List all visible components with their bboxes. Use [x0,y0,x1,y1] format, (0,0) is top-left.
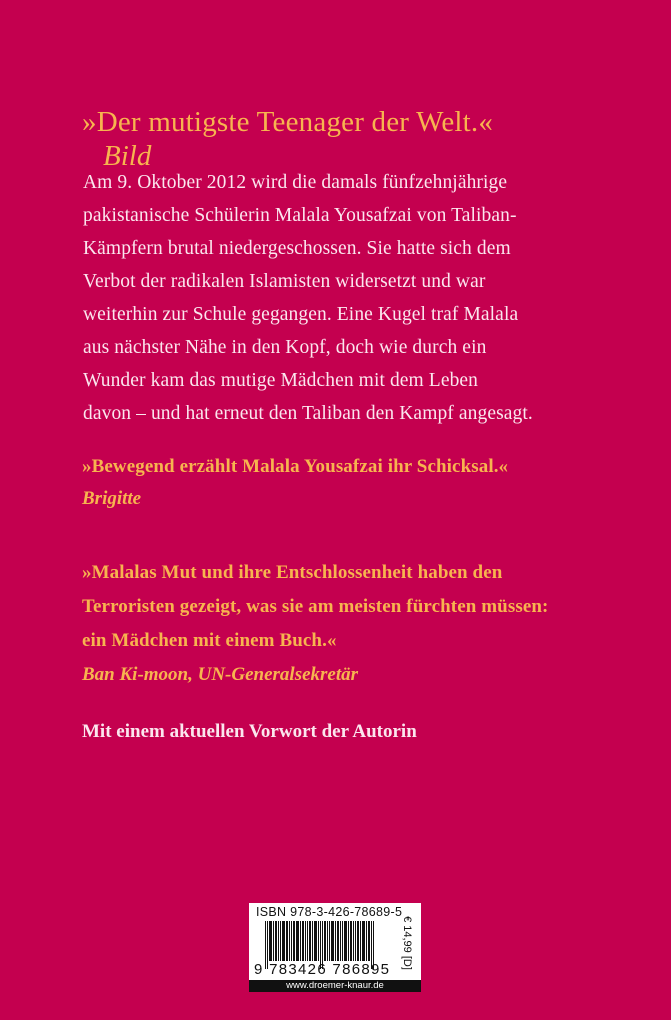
publisher-url: www.droemer-knaur.de [249,980,421,992]
headline-quote: »Der mutigste Teenager der Welt.« [82,106,494,138]
blurb-line: Kämpfern brutal niedergeschossen. Sie hatte sich dem [83,238,511,259]
ean-digits: 9 783426 786895 [254,961,391,978]
headline-source: Bild [103,140,152,172]
blurb-line: Wunder kam das mutige Mädchen mit dem Leben [83,370,479,391]
isbn-label: ISBN 978-3-426-78689-5 [256,905,403,919]
price-label: € 14,99 [D] [401,916,413,970]
blurb-line: Verbot der radikalen Islamisten widersetzt und war [83,271,486,292]
quote-source: Ban Ki-moon, UN-Generalsekretär [82,664,359,685]
quote-source: Brigitte [82,488,142,509]
quote-line: ein Mädchen mit einem Buch.« [82,630,337,651]
blurb-line: Am 9. Oktober 2012 wird die damals fünfzehnjährige [83,172,508,193]
foreword-note: Mit einem aktuellen Vorwort der Autorin [82,721,417,742]
quote-line: Terroristen gezeigt, was sie am meisten fürchten müssen: [82,596,549,617]
barcode-icon [265,921,393,965]
quote-line: »Malalas Mut und ihre Entschlossenheit haben den [82,562,503,583]
blurb-line: weiterhin zur Schule gegangen. Eine Kugel traf Malala [83,304,519,325]
quote-line: »Bewegend erzählt Malala Yousafzai ihr Schicksal.« [82,456,509,477]
barcode-label [249,903,421,992]
blurb-line: aus nächster Nähe in den Kopf, doch wie durch ein [83,337,487,358]
blurb-line: davon – und hat erneut den Taliban den Kampf angesagt. [83,403,533,424]
blurb-line: pakistanische Schülerin Malala Yousafzai von Taliban- [83,205,517,226]
